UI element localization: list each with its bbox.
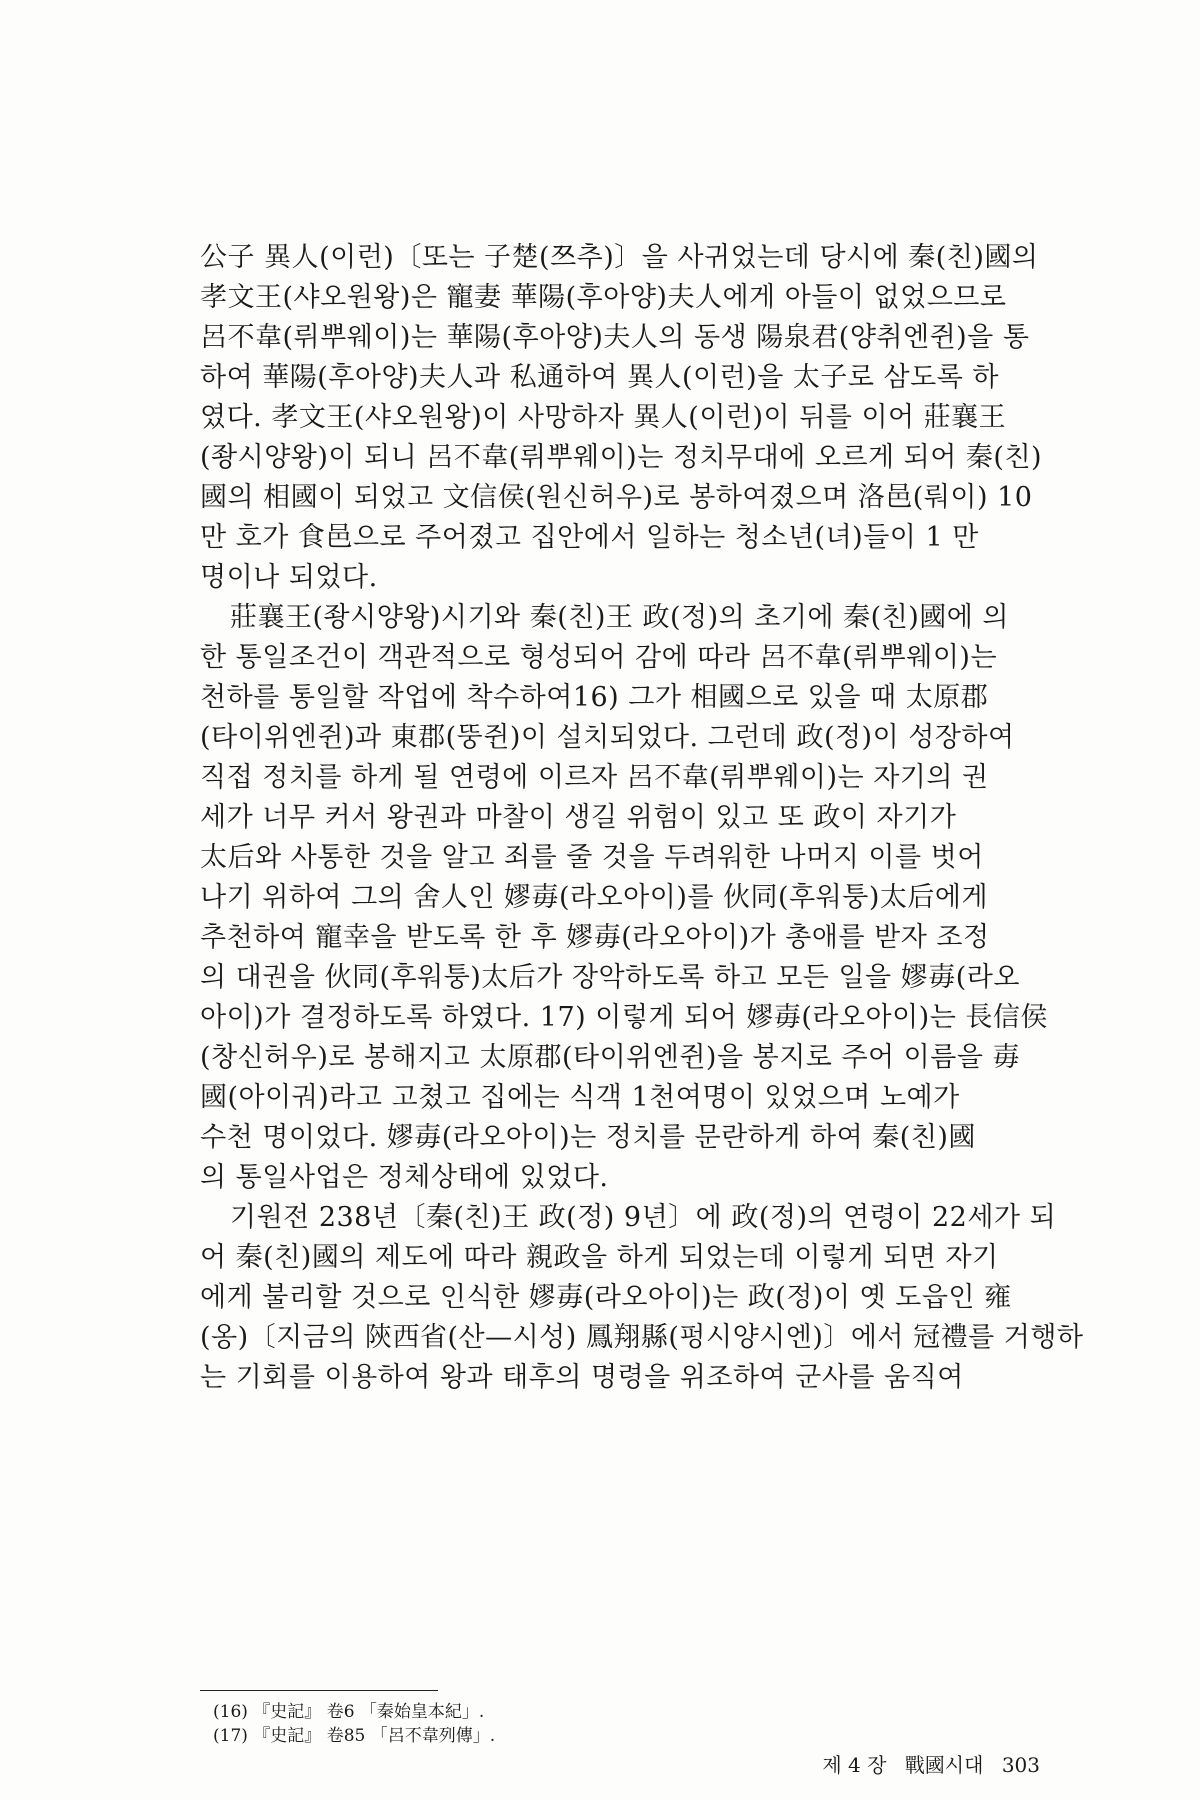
body-line: 어 秦(친)國의 제도에 따라 親政을 하게 되었는데 이렇게 되면 자기 [200, 1242, 999, 1273]
body-line: 추천하여 寵幸을 받도록 한 후 嫪毐(라오아이)가 총애를 받자 조정 [200, 922, 990, 953]
body-line: 國의 相國이 되었고 文信侯(원신허우)로 봉하여졌으며 洛邑(뤄이) 10 [200, 482, 1033, 513]
body-line: 의 통일사업은 정체상태에 있었다. [200, 1162, 609, 1193]
paragraph-start-line: 莊襄王(좡시양왕)시기와 秦(친)王 政(정)의 초기에 秦(친)國에 의 [230, 602, 1009, 633]
paragraph-start-line: 기원전 238년〔秦(친)王 政(정) 9년〕에 政(정)의 연령이 22세가 되 [230, 1202, 1057, 1233]
body-line: (창신허우)로 봉해지고 太原郡(타이위엔쥔)을 봉지로 주어 이름을 毐 [200, 1042, 1021, 1073]
body-line: 천하를 통일할 작업에 착수하여16) 그가 相國으로 있을 때 太原郡 [200, 682, 989, 713]
body-line: 였다. 孝文王(샤오원왕)이 사망하자 異人(이런)이 뒤를 이어 莊襄王 [200, 402, 1007, 433]
body-line: 직접 정치를 하게 될 연령에 이르자 呂不韋(뤼뿌웨이)는 자기의 권 [200, 762, 989, 793]
section-title: 戰國시대 [904, 1753, 984, 1777]
body-line: (타이위엔쥔)과 東郡(뚱쥔)이 설치되었다. 그런데 政(정)이 성장하여 [200, 722, 1015, 753]
body-line: 세가 너무 커서 왕권과 마찰이 생길 위험이 있고 또 政이 자기가 [200, 802, 957, 833]
page-number: 303 [1001, 1753, 1040, 1777]
footnote: (17) 『史記』 卷85 「呂不韋列傳」. [213, 1726, 496, 1746]
body-line: 한 통일조건이 객관적으로 형성되어 감에 따라 呂不韋(뤼뿌웨이)는 [200, 642, 998, 673]
footnotes [213, 1700, 913, 1748]
footnote: (16) 『史記』 卷6 「秦始皇本紀」. [213, 1702, 485, 1722]
body-line: 에게 불리할 것으로 인식한 嫪毐(라오아이)는 政(정)이 옛 도읍인 雍 [200, 1282, 1012, 1313]
body-line: 명이나 되었다. [200, 562, 378, 593]
body-line: 의 대권을 伙同(후워퉁)太后가 장악하도록 하고 모든 일을 嫪毐(라오 [200, 962, 1020, 993]
body-line: 公子 異人(이런)〔또는 子楚(쯔추)〕을 사귀었는데 당시에 秦(친)國의 [200, 242, 1039, 273]
footnote-divider [200, 1690, 438, 1691]
body-line: 수천 명이었다. 嫪毐(라오아이)는 정치를 문란하게 하여 秦(친)國 [200, 1122, 976, 1153]
body-line: 는 기회를 이용하여 왕과 태후의 명령을 위조하여 군사를 움직여 [200, 1362, 964, 1393]
body-text [200, 238, 1084, 1398]
chapter-label: 제 4 장 [822, 1753, 887, 1777]
body-line: (좡시양왕)이 되니 呂不韋(뤼뿌웨이)는 정치무대에 오르게 되어 秦(친) [200, 442, 1043, 473]
body-line: 만 호가 食邑으로 주어졌고 집안에서 일하는 청소년(녀)들이 1 만 [200, 522, 979, 553]
page-footer [810, 1750, 1040, 1780]
body-line: 나기 위하여 그의 舍人인 嫪毐(라오아이)를 伙同(후워퉁)太后에게 [200, 882, 989, 913]
body-line: 孝文王(샤오원왕)은 寵妻 華陽(후아양)夫人에게 아들이 없었으므로 [200, 282, 1007, 313]
body-line: (옹)〔지금의 陝西省(산—시성) 鳳翔縣(펑시양시엔)〕에서 冠禮를 거행하 [200, 1322, 1084, 1353]
body-line: 太后와 사통한 것을 알고 죄를 줄 것을 두려워한 나머지 이를 벗어 [200, 842, 984, 873]
body-line: 呂不韋(뤼뿌웨이)는 華陽(후아양)夫人의 동생 陽泉君(양취엔쥔)을 통 [200, 322, 1030, 353]
body-line: 하여 華陽(후아양)夫人과 私通하여 異人(이런)을 太子로 삼도록 하 [200, 362, 999, 393]
body-line: 아이)가 결정하도록 하였다. 17) 이렇게 되어 嫪毐(라오아이)는 長信侯 [200, 1002, 1048, 1033]
body-line: 國(아이궈)라고 고쳤고 집에는 식객 1천여명이 있었으며 노예가 [200, 1082, 960, 1113]
